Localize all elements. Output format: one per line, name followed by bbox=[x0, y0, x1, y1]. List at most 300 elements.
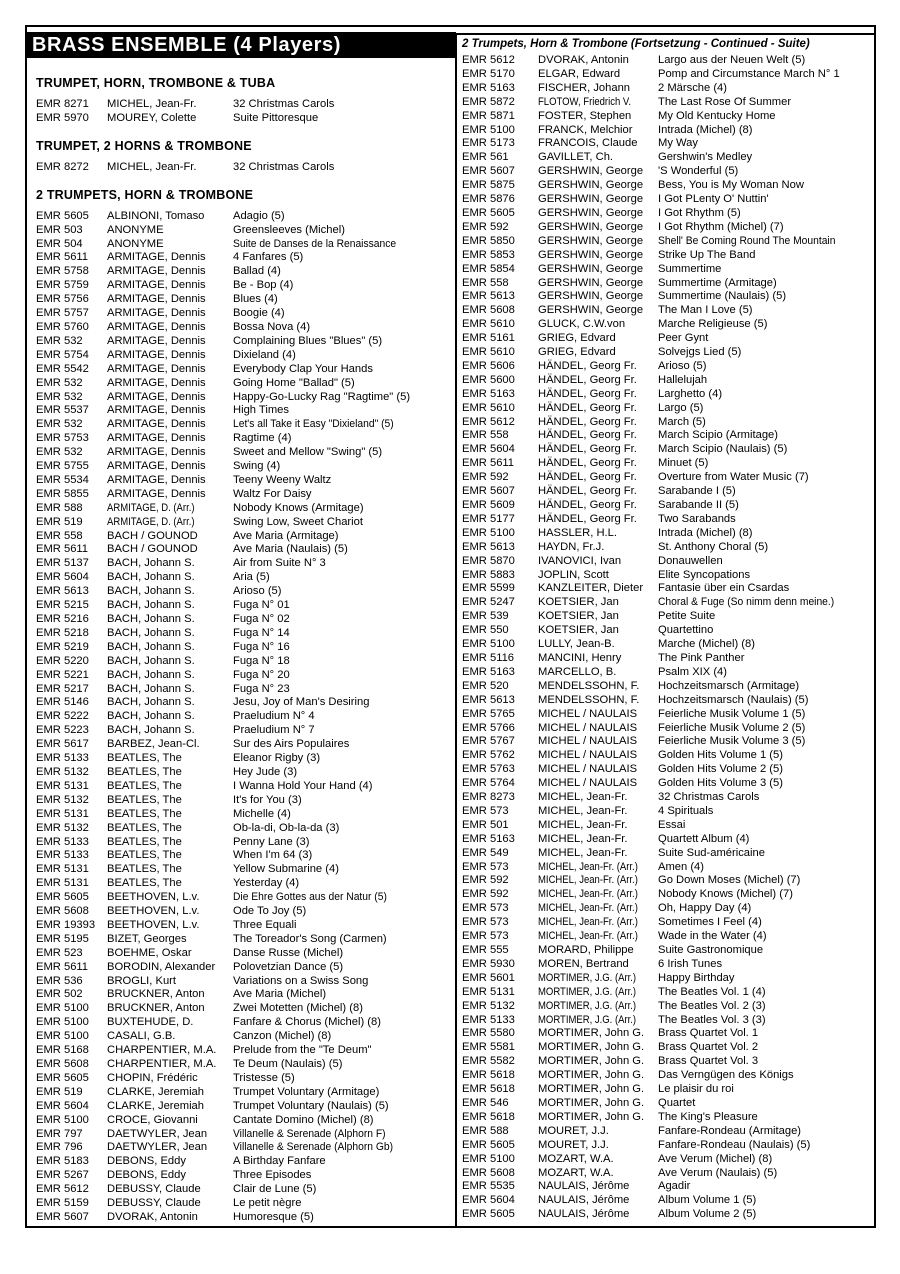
title-cell: Bess, You is My Woman Now bbox=[658, 179, 804, 192]
title-cell: Largo (5) bbox=[658, 401, 704, 414]
composer-cell: ARMITAGE, Dennis bbox=[107, 251, 206, 264]
ref-cell: EMR 592 bbox=[462, 471, 509, 484]
catalog-row bbox=[462, 457, 870, 471]
composer-cell: ELGAR, Edward bbox=[538, 67, 621, 80]
ref-cell: EMR 5100 bbox=[36, 1002, 89, 1015]
catalog-row bbox=[36, 627, 448, 641]
ref-cell: EMR 5132 bbox=[36, 821, 89, 834]
catalog-row bbox=[462, 958, 870, 972]
title-cell: Ob-la-di, Ob-la-da (3) bbox=[233, 821, 340, 834]
catalog-row bbox=[36, 1141, 448, 1155]
title-cell: Hey Jude (3) bbox=[233, 765, 298, 778]
ref-cell: EMR 5132 bbox=[36, 765, 89, 778]
catalog-row bbox=[36, 530, 448, 544]
catalog-row bbox=[462, 290, 870, 304]
catalog-row bbox=[462, 68, 870, 82]
title-cell: Marche Religieuse (5) bbox=[658, 318, 768, 331]
catalog-row bbox=[462, 332, 870, 346]
catalog-row bbox=[462, 388, 870, 402]
catalog-row bbox=[36, 780, 448, 794]
ref-cell: EMR 5755 bbox=[36, 460, 89, 473]
title-cell: Yellow Submarine (4) bbox=[233, 863, 339, 876]
ref-cell: EMR 532 bbox=[36, 390, 83, 403]
ref-cell: EMR 5163 bbox=[462, 665, 515, 678]
title-cell: Sur des Airs Populaires bbox=[233, 738, 350, 751]
ref-cell: EMR 536 bbox=[36, 974, 83, 987]
title-cell: Golden Hits Volume 3 (5) bbox=[658, 777, 783, 790]
catalog-row bbox=[462, 374, 870, 388]
composer-cell: KANZLEITER, Dieter bbox=[538, 582, 644, 595]
ref-cell: EMR 5537 bbox=[36, 404, 89, 417]
catalog-row bbox=[462, 1041, 870, 1055]
catalog-row bbox=[36, 766, 448, 780]
catalog-row bbox=[462, 207, 870, 221]
ref-cell: EMR 592 bbox=[462, 874, 509, 887]
title-cell: Aria (5) bbox=[233, 571, 270, 584]
title-cell: Adagio (5) bbox=[233, 209, 285, 222]
catalog-row bbox=[36, 161, 448, 175]
composer-cell: MICHEL, Jean-Fr. bbox=[538, 832, 628, 845]
title-cell: Greensleeves (Michel) bbox=[233, 223, 345, 236]
title-cell: Praeludium N° 4 bbox=[233, 710, 315, 723]
ref-cell: EMR 5600 bbox=[462, 373, 515, 386]
composer-cell: BEATLES, The bbox=[107, 821, 182, 834]
composer-cell: MICHEL, Jean-Fr. (Arr.) bbox=[538, 916, 638, 929]
composer-cell: HÄNDEL, Georg Fr. bbox=[538, 401, 637, 414]
catalog-row bbox=[462, 777, 870, 791]
title-cell: Trumpet Voluntary (Armitage) bbox=[233, 1085, 380, 1098]
ref-cell: EMR 5222 bbox=[36, 710, 89, 723]
title-cell: Ragtime (4) bbox=[233, 432, 292, 445]
catalog-row bbox=[462, 791, 870, 805]
composer-cell: FISCHER, Johann bbox=[538, 81, 631, 94]
composer-cell: HÄNDEL, Georg Fr. bbox=[538, 471, 637, 484]
composer-cell: GRIEG, Edvard bbox=[538, 346, 616, 359]
catalog-row bbox=[36, 849, 448, 863]
catalog-row bbox=[462, 165, 870, 179]
composer-cell: BACH, Johann S. bbox=[107, 571, 195, 584]
catalog-row bbox=[36, 391, 448, 405]
composer-cell: BEATLES, The bbox=[107, 807, 182, 820]
composer-cell: CASALI, G.B. bbox=[107, 1030, 176, 1043]
ref-cell: EMR 532 bbox=[36, 376, 83, 389]
catalog-row bbox=[36, 488, 448, 502]
ref-cell: EMR 5131 bbox=[36, 863, 89, 876]
section-heading: TRUMPET, 2 HORNS & TROMBONE bbox=[36, 138, 252, 153]
ref-cell: EMR 5850 bbox=[462, 234, 515, 247]
ref-cell: EMR 5605 bbox=[462, 206, 515, 219]
composer-cell: ARMITAGE, D. (Arr.) bbox=[107, 501, 195, 514]
catalog-row bbox=[36, 1183, 448, 1197]
composer-cell: HÄNDEL, Georg Fr. bbox=[538, 512, 637, 525]
composer-cell: BACH, Johann S. bbox=[107, 724, 195, 737]
ref-cell: EMR 5137 bbox=[36, 557, 89, 570]
ref-cell: EMR 5608 bbox=[462, 304, 515, 317]
composer-cell: BACH, Johann S. bbox=[107, 696, 195, 709]
composer-cell: IVANOVICI, Ivan bbox=[538, 554, 622, 567]
composer-cell: MICHEL, Jean-Fr. bbox=[538, 846, 628, 859]
ref-cell: EMR 573 bbox=[462, 804, 509, 817]
composer-cell: MARCELLO, B. bbox=[538, 665, 617, 678]
ref-cell: EMR 555 bbox=[462, 944, 509, 956]
catalog-row bbox=[462, 249, 870, 263]
catalog-row bbox=[36, 432, 448, 446]
title-cell: Ave Verum (Naulais) (5) bbox=[658, 1166, 778, 1179]
catalog-row bbox=[462, 861, 870, 875]
title-cell: The Pink Panther bbox=[658, 651, 745, 664]
ref-cell: EMR 549 bbox=[462, 846, 509, 859]
ref-cell: EMR 5219 bbox=[36, 640, 89, 653]
ref-cell: EMR 539 bbox=[462, 610, 509, 623]
ref-cell: EMR 5611 bbox=[462, 457, 515, 470]
catalog-row bbox=[462, 221, 870, 235]
ref-cell: EMR 519 bbox=[36, 515, 83, 528]
ref-cell: EMR 573 bbox=[462, 860, 509, 873]
catalog-row bbox=[462, 1194, 870, 1208]
title-cell: Summertime (Armitage) bbox=[658, 276, 777, 289]
composer-cell: MICHEL, Jean-Fr. (Arr.) bbox=[538, 874, 638, 887]
composer-cell: GERSHWIN, George bbox=[538, 193, 644, 206]
composer-cell: HÄNDEL, Georg Fr. bbox=[538, 415, 637, 428]
composer-cell: GERSHWIN, George bbox=[538, 179, 644, 192]
composer-cell: DEBUSSY, Claude bbox=[107, 1183, 201, 1196]
ref-cell: EMR 5753 bbox=[36, 432, 89, 445]
left-column bbox=[36, 76, 448, 1225]
title-cell: Ave Maria (Naulais) (5) bbox=[233, 543, 348, 556]
ref-cell: EMR 5131 bbox=[36, 807, 89, 820]
catalog-row bbox=[36, 571, 448, 585]
composer-cell: MICHEL / NAULAIS bbox=[538, 777, 638, 790]
composer-cell: MICHEL, Jean-Fr. bbox=[538, 791, 628, 804]
composer-cell: MORTIMER, John G. bbox=[538, 1069, 645, 1082]
catalog-row bbox=[462, 1083, 870, 1097]
catalog-row bbox=[462, 54, 870, 68]
composer-cell: KOETSIER, Jan bbox=[538, 624, 619, 637]
catalog-row bbox=[462, 833, 870, 847]
ref-cell: EMR 5605 bbox=[462, 1138, 515, 1151]
composer-cell: DEBUSSY, Claude bbox=[107, 1197, 201, 1210]
ref-cell: EMR 5870 bbox=[462, 554, 515, 567]
title-cell: Fuga N° 23 bbox=[233, 682, 290, 695]
ref-cell: EMR 5763 bbox=[462, 763, 515, 776]
composer-cell: MENDELSSOHN, F. bbox=[538, 693, 640, 706]
catalog-row bbox=[462, 96, 870, 110]
composer-cell: MORTIMER, J.G. (Arr.) bbox=[538, 971, 637, 984]
title-cell: Larghetto (4) bbox=[658, 387, 723, 400]
right-column-rows bbox=[462, 54, 870, 1222]
title-cell: Complaining Blues "Blues" (5) bbox=[233, 334, 383, 347]
catalog-row bbox=[36, 446, 448, 460]
catalog-row bbox=[462, 179, 870, 193]
catalog-row bbox=[462, 1055, 870, 1069]
catalog-row bbox=[36, 516, 448, 530]
catalog-row bbox=[462, 151, 870, 165]
composer-cell: GERSHWIN, George bbox=[538, 290, 644, 303]
title-cell: Boogie (4) bbox=[233, 307, 285, 320]
ref-cell: EMR 5754 bbox=[36, 348, 89, 361]
catalog-row bbox=[462, 763, 870, 777]
ref-cell: EMR 5612 bbox=[462, 415, 515, 428]
catalog-row bbox=[36, 724, 448, 738]
composer-cell: HASSLER, H.L. bbox=[538, 526, 617, 539]
title-cell: Fuga N° 01 bbox=[233, 599, 290, 612]
catalog-row bbox=[462, 499, 870, 513]
title-cell: Peer Gynt bbox=[658, 332, 709, 345]
composer-cell: DVORAK, Antonin bbox=[107, 1210, 198, 1223]
catalog-row bbox=[462, 610, 870, 624]
ref-cell: EMR 573 bbox=[462, 916, 509, 929]
catalog-row bbox=[36, 418, 448, 432]
ref-cell: EMR 5605 bbox=[462, 1208, 515, 1221]
catalog-row bbox=[462, 986, 870, 1000]
title-cell: Sometimes I Feel (4) bbox=[658, 916, 762, 929]
catalog-row bbox=[462, 722, 870, 736]
title-cell: Arioso (5) bbox=[658, 359, 707, 372]
title-cell: Fanfare-Rondeau (Armitage) bbox=[658, 1124, 802, 1137]
composer-cell: CLARKE, Jeremiah bbox=[107, 1099, 204, 1112]
ref-cell: EMR 5131 bbox=[462, 985, 515, 998]
ref-cell: EMR 5610 bbox=[462, 346, 515, 359]
title-cell: Dixieland (4) bbox=[233, 348, 296, 361]
title-cell: Air from Suite N° 3 bbox=[233, 557, 326, 570]
ref-cell: EMR 5607 bbox=[462, 165, 515, 178]
composer-cell: LULLY, Jean-B. bbox=[538, 638, 615, 651]
composer-cell: CLARKE, Jeremiah bbox=[107, 1085, 204, 1098]
ref-cell: EMR 5247 bbox=[462, 596, 515, 609]
ref-cell: EMR 5542 bbox=[36, 362, 89, 375]
title-cell: Golden Hits Volume 1 (5) bbox=[658, 749, 783, 762]
composer-cell: MORTIMER, J.G. (Arr.) bbox=[538, 999, 637, 1012]
ref-cell: EMR 19393 bbox=[36, 918, 96, 931]
catalog-row bbox=[36, 836, 448, 850]
title-cell: I Wanna Hold Your Hand (4) bbox=[233, 779, 373, 792]
composer-cell: BACH, Johann S. bbox=[107, 640, 195, 653]
title-cell: Danse Russe (Michel) bbox=[233, 946, 344, 959]
catalog-row bbox=[462, 694, 870, 708]
ref-cell: EMR 5146 bbox=[36, 696, 89, 709]
ref-cell: EMR 5613 bbox=[462, 290, 515, 303]
composer-cell: MOREN, Bertrand bbox=[538, 957, 629, 970]
catalog-row bbox=[36, 738, 448, 752]
composer-cell: MANCINI, Henry bbox=[538, 651, 622, 664]
title-cell: My Way bbox=[658, 137, 698, 150]
ref-cell: EMR 5183 bbox=[36, 1155, 89, 1168]
title-cell: Suite de Danses de la Renaissance bbox=[233, 237, 397, 250]
catalog-row bbox=[462, 360, 870, 374]
composer-cell: FOSTER, Stephen bbox=[538, 109, 632, 122]
ref-cell: EMR 5218 bbox=[36, 626, 89, 639]
composer-cell: KOETSIER, Jan bbox=[538, 596, 619, 609]
ref-cell: EMR 5872 bbox=[462, 95, 515, 108]
catalog-row bbox=[36, 961, 448, 975]
catalog-row bbox=[462, 638, 870, 652]
ref-cell: EMR 5883 bbox=[462, 568, 515, 581]
ref-cell: EMR 5215 bbox=[36, 599, 89, 612]
catalog-row bbox=[462, 443, 870, 457]
ref-cell: EMR 5604 bbox=[36, 571, 89, 584]
composer-cell: MORTIMER, John G. bbox=[538, 1055, 645, 1068]
catalog-row bbox=[462, 235, 870, 249]
catalog-row bbox=[36, 377, 448, 391]
ref-cell: EMR 8273 bbox=[462, 791, 515, 804]
ref-cell: EMR 504 bbox=[36, 237, 83, 250]
ref-cell: EMR 5762 bbox=[462, 749, 515, 762]
ref-cell: EMR 5613 bbox=[462, 540, 515, 553]
catalog-row bbox=[36, 349, 448, 363]
ref-cell: EMR 5100 bbox=[36, 1030, 89, 1043]
composer-cell: BIZET, Georges bbox=[107, 932, 187, 945]
right-column bbox=[462, 37, 870, 1222]
title-cell: Summertime (Naulais) (5) bbox=[658, 290, 787, 303]
title-cell: Sweet and Mellow "Swing" (5) bbox=[233, 446, 383, 459]
catalog-row bbox=[36, 543, 448, 557]
ref-cell: EMR 5100 bbox=[462, 1152, 515, 1165]
title-cell: 32 Christmas Carols bbox=[658, 791, 760, 804]
ref-cell: EMR 5116 bbox=[462, 651, 515, 664]
title-cell: When I'm 64 (3) bbox=[233, 849, 313, 862]
catalog-row bbox=[36, 808, 448, 822]
ref-cell: EMR 796 bbox=[36, 1141, 83, 1154]
catalog-row bbox=[36, 683, 448, 697]
composer-cell: HÄNDEL, Georg Fr. bbox=[538, 457, 637, 470]
catalog-row bbox=[462, 82, 870, 96]
title-cell: The Beatles Vol. 1 (4) bbox=[658, 985, 766, 998]
catalog-row bbox=[36, 1044, 448, 1058]
composer-cell: HÄNDEL, Georg Fr. bbox=[538, 485, 637, 498]
title-cell: The King's Pleasure bbox=[658, 1110, 758, 1123]
composer-cell: BEATLES, The bbox=[107, 877, 182, 890]
composer-cell: BACH, Johann S. bbox=[107, 668, 195, 681]
title-cell: Die Ehre Gottes aus der Natur (5) bbox=[233, 891, 387, 904]
catalog-row bbox=[462, 1125, 870, 1139]
composer-cell: BEATLES, The bbox=[107, 849, 182, 862]
ref-cell: EMR 5758 bbox=[36, 265, 89, 278]
ref-cell: EMR 5767 bbox=[462, 735, 515, 748]
composer-cell: MICHEL / NAULAIS bbox=[538, 749, 638, 762]
title-cell: Zwei Motetten (Michel) (8) bbox=[233, 1002, 363, 1015]
ref-cell: EMR 5267 bbox=[36, 1169, 89, 1182]
ref-cell: EMR 5100 bbox=[36, 1113, 89, 1126]
ref-cell: EMR 5608 bbox=[36, 1058, 89, 1070]
title-cell: Minuet (5) bbox=[658, 457, 709, 470]
ref-cell: EMR 5876 bbox=[462, 193, 515, 206]
composer-cell: ARMITAGE, Dennis bbox=[107, 418, 206, 431]
ref-cell: EMR 5161 bbox=[462, 332, 515, 345]
title-cell: Clair de Lune (5) bbox=[233, 1183, 317, 1196]
ref-cell: EMR 573 bbox=[462, 902, 509, 915]
composer-cell: BACH, Johann S. bbox=[107, 710, 195, 723]
ref-cell: EMR 5217 bbox=[36, 682, 89, 695]
ref-cell: EMR 5535 bbox=[462, 1180, 515, 1193]
composer-cell: BEATLES, The bbox=[107, 793, 182, 806]
title-cell: Quartettino bbox=[658, 624, 714, 637]
ref-cell: EMR 8271 bbox=[36, 98, 89, 110]
composer-cell: NAULAIS, Jérôme bbox=[538, 1194, 630, 1207]
composer-cell: BEETHOVEN, L.v. bbox=[107, 918, 200, 931]
composer-cell: BEETHOVEN, L.v. bbox=[107, 905, 200, 918]
title-cell: March (5) bbox=[658, 415, 706, 428]
composer-cell: ARMITAGE, Dennis bbox=[107, 320, 206, 333]
title-cell: Solvejgs Lied (5) bbox=[658, 346, 742, 359]
title-cell: Te Deum (Naulais) (5) bbox=[233, 1058, 343, 1070]
ref-cell: EMR 501 bbox=[462, 818, 509, 831]
ref-cell: EMR 5604 bbox=[462, 1194, 515, 1207]
composer-cell: ALBINONI, Tomaso bbox=[107, 209, 205, 222]
composer-cell: CROCE, Giovanni bbox=[107, 1113, 198, 1126]
composer-cell: BRUCKNER, Anton bbox=[107, 988, 205, 1001]
catalog-row bbox=[36, 210, 448, 224]
ref-cell: EMR 588 bbox=[36, 501, 83, 514]
ref-cell: EMR 5604 bbox=[462, 443, 515, 456]
title-cell: Overture from Water Music (7) bbox=[658, 471, 809, 484]
title-cell: Variations on a Swiss Song bbox=[233, 974, 369, 987]
ref-cell: EMR 5100 bbox=[462, 638, 515, 651]
catalog-row bbox=[462, 708, 870, 722]
section-heading: 2 TRUMPETS, HORN & TROMBONE bbox=[36, 187, 254, 202]
composer-cell: MORTIMER, J.G. (Arr.) bbox=[538, 1013, 637, 1026]
title-cell: Happy-Go-Lucky Rag "Ragtime" (5) bbox=[233, 390, 411, 403]
title-cell: Happy Birthday bbox=[658, 971, 735, 984]
ref-cell: EMR 5757 bbox=[36, 307, 89, 320]
ref-cell: EMR 5220 bbox=[36, 654, 89, 667]
title-cell: I Got PLenty O' Nuttin' bbox=[658, 193, 769, 206]
title-cell: Michelle (4) bbox=[233, 807, 291, 820]
catalog-row bbox=[36, 557, 448, 571]
ref-cell: EMR 503 bbox=[36, 223, 83, 236]
ref-cell: EMR 5970 bbox=[36, 111, 89, 124]
ref-cell: EMR 5608 bbox=[462, 1166, 515, 1179]
ref-cell: EMR 532 bbox=[36, 418, 83, 431]
title-cell: Feierliche Musik Volume 3 (5) bbox=[658, 735, 806, 748]
composer-cell: BACH, Johann S. bbox=[107, 585, 195, 598]
title-cell: Choral & Fuge (So nimm denn meine.) bbox=[658, 596, 835, 609]
title-cell: Eleanor Rigby (3) bbox=[233, 752, 321, 765]
ref-cell: EMR 5607 bbox=[462, 485, 515, 498]
ref-cell: EMR 5607 bbox=[36, 1210, 89, 1223]
catalog-row bbox=[36, 1002, 448, 1016]
title-cell: March Scipio (Armitage) bbox=[658, 429, 778, 442]
ref-cell: EMR 519 bbox=[36, 1085, 83, 1098]
catalog-row bbox=[462, 1111, 870, 1125]
title-cell: The Man I Love (5) bbox=[658, 304, 753, 317]
composer-cell: ARMITAGE, Dennis bbox=[107, 279, 206, 292]
composer-cell: BUXTEHUDE, D. bbox=[107, 1016, 194, 1029]
catalog-row bbox=[462, 874, 870, 888]
ref-cell: EMR 5613 bbox=[36, 585, 89, 598]
composer-cell: BROGLI, Kurt bbox=[107, 974, 177, 987]
title-cell: Let's all Take it Easy "Dixieland" (5) bbox=[233, 418, 394, 431]
ref-cell: EMR 550 bbox=[462, 624, 509, 637]
ref-cell: EMR 5133 bbox=[36, 849, 89, 862]
ref-cell: EMR 5612 bbox=[36, 1183, 89, 1196]
catalog-row bbox=[36, 613, 448, 627]
catalog-row bbox=[36, 641, 448, 655]
catalog-row bbox=[36, 307, 448, 321]
title-cell: Bossa Nova (4) bbox=[233, 320, 311, 333]
composer-cell: ARMITAGE, Dennis bbox=[107, 307, 206, 320]
ref-cell: EMR 5216 bbox=[36, 613, 89, 625]
title-cell: Oh, Happy Day (4) bbox=[658, 902, 752, 915]
composer-cell: GERSHWIN, George bbox=[538, 276, 644, 289]
catalog-row bbox=[36, 1058, 448, 1072]
composer-cell: DAETWYLER, Jean bbox=[107, 1141, 208, 1154]
catalog-row bbox=[462, 972, 870, 986]
title-cell: Waltz For Daisy bbox=[233, 487, 312, 500]
ref-cell: EMR 5580 bbox=[462, 1027, 515, 1040]
ref-cell: EMR 5853 bbox=[462, 248, 515, 261]
ref-cell: EMR 5930 bbox=[462, 957, 515, 970]
catalog-row bbox=[462, 429, 870, 443]
